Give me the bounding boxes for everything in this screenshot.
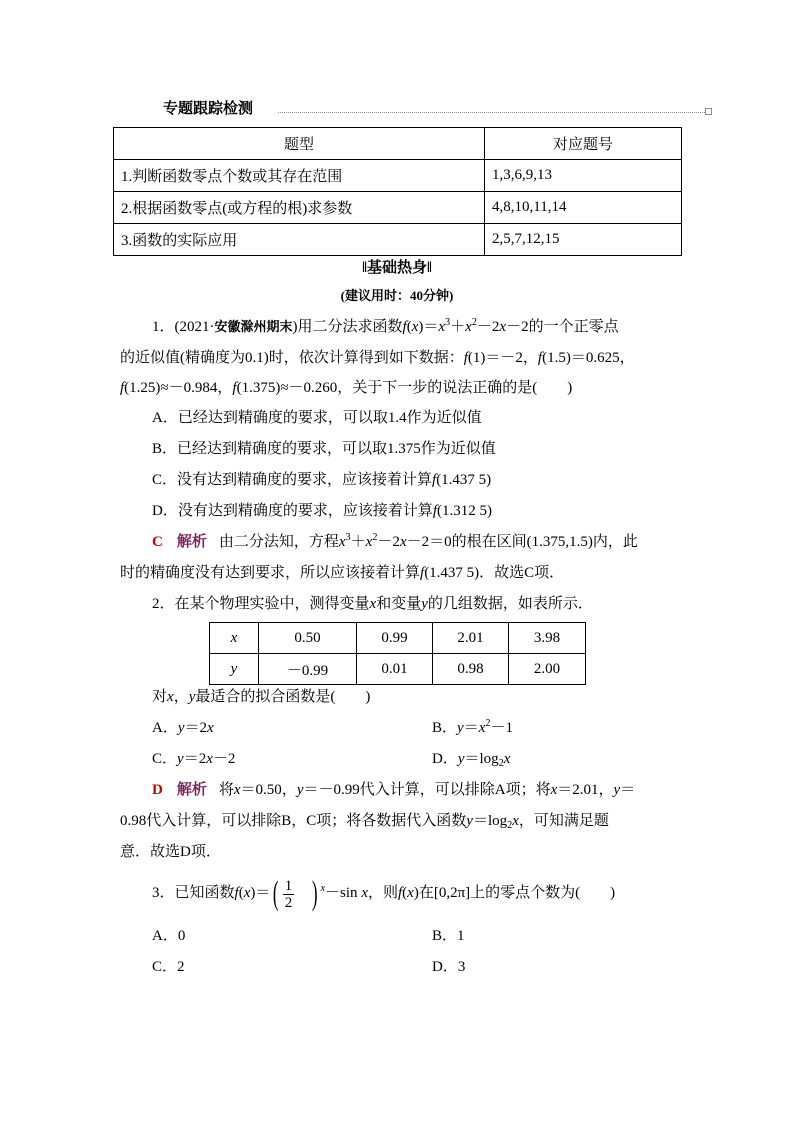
math-variable: x — [465, 319, 472, 335]
math-variable: x — [361, 885, 368, 901]
text-run: ＝ — [463, 720, 479, 736]
text-run: (1.312 5) — [437, 503, 493, 519]
text-run: －2 — [476, 319, 500, 335]
row-label-y: y — [210, 654, 259, 685]
table-row — [114, 224, 682, 256]
table-row — [114, 192, 682, 224]
cell-question-numbers: 1,3,6,9,13 — [485, 160, 682, 192]
text-run: 1．(2021· — [152, 319, 215, 335]
question-3-stem-line — [152, 875, 615, 911]
cell-question-type: 2.根据函数零点(或方程的根)求参数 — [114, 192, 485, 224]
text-run: ，可知满足题 — [518, 813, 609, 829]
math-variable: y — [177, 751, 184, 767]
fraction-denominator: 2 — [284, 894, 293, 911]
math-variable: y — [457, 751, 465, 767]
math-variable: f — [232, 380, 237, 396]
question-2-option-a — [152, 720, 214, 736]
table-cell: 3.98 — [509, 623, 586, 654]
text-run: (1)＝－2， — [467, 350, 538, 366]
math-variable: x — [478, 720, 486, 736]
math-variable: y — [613, 782, 621, 798]
superscript: 2 — [485, 718, 491, 730]
topic-table — [113, 127, 682, 256]
math-variable: x — [438, 319, 446, 335]
math-variable: f — [402, 319, 407, 335]
question-1-stem-line — [152, 319, 619, 335]
math-variable: y — [296, 782, 304, 798]
math-variable: x — [167, 689, 174, 705]
table-cell: 0.99 — [357, 623, 433, 654]
text-run: (1.25)≈－0.984， — [124, 380, 233, 396]
text-run: ＝log — [464, 751, 499, 767]
math-variable: x — [411, 319, 419, 335]
text-run: ＝2 — [183, 751, 207, 767]
text-run: A． — [152, 720, 178, 736]
text-run: －2 — [377, 534, 400, 550]
subscript: 2 — [498, 758, 504, 770]
math-variable: x — [503, 751, 511, 767]
source-note: 安徽滁州期末 — [214, 319, 293, 334]
math-variable: y — [188, 689, 196, 705]
superscript: 3 — [345, 532, 351, 544]
text-run: B． — [432, 720, 458, 736]
math-variable: f — [432, 503, 438, 519]
text-run: 最适合的拟合函数是( ) — [195, 689, 371, 705]
question-1-answer-line — [120, 565, 564, 581]
question-3-option-c: C．2 — [152, 959, 185, 975]
question-2-option-b — [432, 720, 513, 736]
table-row-x — [210, 623, 586, 654]
text-run: 的近似值(精确度为0.1)时，依次计算得到如下数据： — [120, 350, 464, 366]
fraction-group — [270, 876, 320, 912]
cell-question-type: 3.函数的实际应用 — [114, 224, 485, 256]
math-variable: x — [233, 782, 241, 798]
text-run: ＝ — [620, 782, 636, 798]
text-run: ( — [406, 319, 412, 335]
answer-letter: C — [152, 534, 163, 550]
text-run: －2＝0的根在区间(1.375,1.5)内，此 — [406, 534, 638, 550]
cell-question-type: 1.判断函数零点个数或其存在范围 — [114, 160, 485, 192]
text-run: ＋ — [350, 534, 366, 550]
answer-label: 解析 — [176, 782, 207, 798]
math-variable: f — [234, 885, 239, 901]
question-1-option-c — [152, 472, 491, 488]
question-1-option-a — [152, 410, 482, 426]
superscript: 2 — [372, 532, 378, 544]
fraction-numerator: 1 — [284, 877, 293, 894]
text-run: －2 — [212, 751, 236, 767]
question-2-stem-line — [152, 596, 593, 612]
square-outline-icon — [705, 108, 712, 115]
math-variable: x — [369, 596, 377, 612]
text-run: 3．已知函数 — [152, 885, 235, 901]
text-run: ＝2.01， — [557, 782, 614, 798]
text-run: －2的一个正零点 — [506, 319, 619, 335]
text-run: )＝ — [418, 319, 439, 335]
header-dotted-rule — [278, 112, 705, 113]
text-run: ( — [238, 885, 244, 901]
text-run: (1.375)≈－0.260，关于下一步的说法正确的是( ) — [236, 380, 573, 396]
text-run: B．已经达到精确度的要求，可以取1.375作为近似值 — [152, 441, 496, 457]
fraction — [283, 878, 295, 911]
math-variable: x — [207, 720, 214, 736]
superscript: x — [320, 883, 326, 895]
table-cell: 0.98 — [433, 654, 509, 685]
text-run: 的几组数据，如表所示． — [427, 596, 593, 612]
text-run: )在[0,2π]上的零点个数为( ) — [413, 885, 616, 901]
text-run: 和变量 — [376, 596, 422, 612]
right-paren: ) — [312, 875, 318, 913]
text-run: －sin — [325, 885, 362, 901]
text-run: (1.5)＝0.625， — [542, 350, 635, 366]
row-label-x: x — [210, 623, 259, 654]
table-cell: 0.50 — [259, 623, 357, 654]
question-3-option-d: D．3 — [432, 959, 466, 975]
superscript: 3 — [445, 317, 451, 329]
math-variable: x — [243, 885, 251, 901]
math-variable: x — [499, 319, 507, 335]
text-run: D．没有达到精确度的要求，应该接着计算 — [152, 503, 433, 519]
math-variable: x — [365, 534, 373, 550]
text-run: A．已经达到精确度的要求，可以取1.4作为近似值 — [152, 410, 482, 426]
question-1-answer-line — [152, 534, 638, 550]
text-run: D． — [432, 751, 458, 767]
cell-question-numbers: 2,5,7,12,15 — [485, 224, 682, 256]
question-2-option-c — [152, 751, 235, 767]
page-title: 专题跟踪检测 — [163, 99, 254, 117]
math-variable: f — [463, 350, 468, 366]
question-1-option-b — [152, 441, 496, 457]
math-variable: y — [177, 720, 185, 736]
question-3-option-b: B．1 — [432, 928, 465, 944]
text-run: ＝0.50， — [240, 782, 297, 798]
table-cell: 2.00 — [509, 654, 586, 685]
text-run: )用二分法求函数 — [292, 319, 403, 335]
table-cell: 2.01 — [433, 623, 509, 654]
table-cell: －0.99 — [259, 654, 357, 685]
answer-label: 解析 — [176, 534, 207, 550]
text-run: －1 — [490, 720, 513, 736]
math-variable: f — [420, 565, 425, 581]
math-variable: x — [338, 534, 346, 550]
table-header-row — [114, 128, 682, 160]
text-run: (1.437 5)．故选C项． — [424, 565, 565, 581]
text-run: 0.98代入计算，可以排除B，C项；将各数据代入函数 — [120, 813, 467, 829]
text-run: )＝ — [250, 885, 271, 901]
math-variable: f — [398, 885, 403, 901]
question-2-option-d — [432, 751, 511, 770]
text-run: ，则 — [367, 885, 398, 901]
question-1-stem-line — [120, 350, 635, 366]
section-title: ‖基础热身‖ — [362, 260, 432, 276]
math-variable: f — [537, 350, 543, 366]
math-variable: y — [457, 720, 464, 736]
question-2-answer-line — [152, 782, 635, 798]
header-cell-question-type: 题型 — [114, 128, 485, 160]
text-run: 意．故选D项． — [120, 844, 221, 860]
subscript: 2 — [507, 820, 513, 832]
question-2-answer-line — [120, 844, 221, 860]
text-run: ， — [173, 689, 189, 705]
text-run: ＝2 — [184, 720, 208, 736]
text-run: C．没有达到精确度的要求，应该接着计算 — [152, 472, 433, 488]
table-cell: 0.01 — [357, 654, 433, 685]
text-run: 将 — [218, 782, 234, 798]
math-variable: x — [407, 885, 414, 901]
text-run: 2．在某个物理实验中，测得变量 — [152, 596, 370, 612]
text-run: ＝－0.99代入计算，可以排除A项；将 — [303, 782, 551, 798]
math-variable: f — [432, 472, 437, 488]
text-run: 由二分法知，方程 — [218, 534, 339, 550]
text-run: C． — [152, 751, 178, 767]
question-3-option-a: A．0 — [152, 928, 186, 944]
superscript: 2 — [471, 317, 477, 329]
math-variable: y — [421, 596, 428, 612]
text-run: ( — [402, 885, 408, 901]
question-1-option-d — [152, 503, 492, 519]
math-variable: f — [120, 380, 125, 396]
suggested-time: (建议用时：40分钟) — [340, 288, 454, 303]
table-row-y — [210, 654, 586, 685]
text-run: ＝log — [472, 813, 508, 829]
answer-letter: D — [152, 782, 163, 798]
math-variable: x — [512, 813, 519, 829]
question-1-stem-line — [120, 380, 572, 396]
text-run: (1.437 5) — [436, 472, 492, 488]
cell-question-numbers: 4,8,10,11,14 — [485, 192, 682, 224]
left-paren: ( — [273, 875, 279, 913]
math-variable: x — [550, 782, 558, 798]
answer-text — [219, 534, 638, 550]
math-variable: x — [206, 751, 213, 767]
answer-text — [219, 782, 635, 798]
text-run: ＋ — [450, 319, 466, 335]
data-table — [209, 622, 586, 685]
text-run: 对 — [152, 689, 168, 705]
table-row — [114, 160, 682, 192]
math-variable: x — [399, 534, 407, 550]
question-2-answer-line — [120, 813, 609, 832]
text-run: 时的精确度没有达到要求，所以应该接着计算 — [120, 565, 421, 581]
math-variable: y — [466, 813, 473, 829]
question-2-prompt-line — [152, 689, 370, 705]
header-cell-question-numbers: 对应题号 — [485, 128, 682, 160]
